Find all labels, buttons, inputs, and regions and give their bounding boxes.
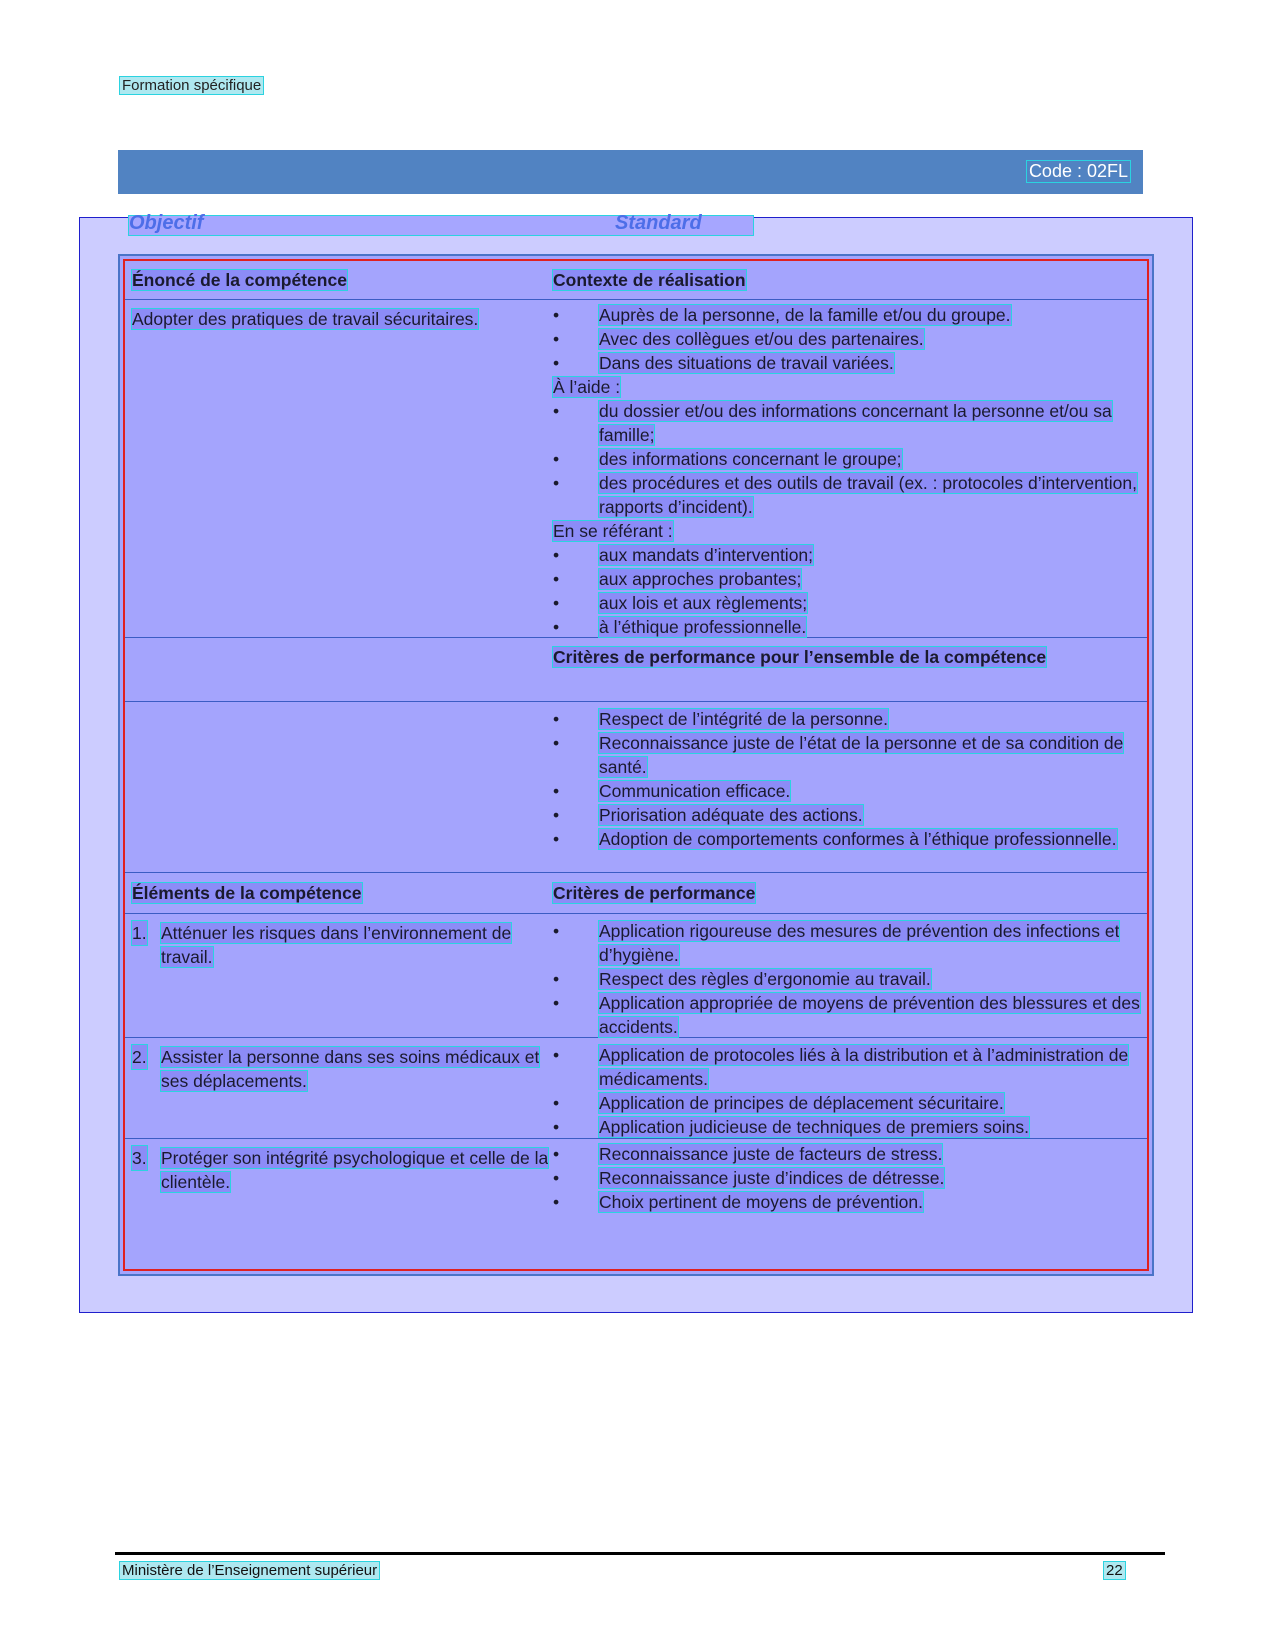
competency-code: Code : 02FL [1026,160,1131,183]
list-item: • Application rigoureuse des mesures de prévention des infections et d’hygiène. [553,919,1141,967]
list-item: • des procédures et des outils de travail (ex. : protocoles d’intervention, rapports d’incident). [553,471,1141,519]
element-item [132,1045,550,1093]
list-item: • aux mandats d’intervention; [553,543,1141,567]
element-number: 2. [132,1047,147,1067]
list-item: • Application appropriée de moyens de prévention des blessures et des accidents. [553,991,1141,1039]
list-item: • Choix pertinent de moyens de prévention. [553,1190,1141,1214]
standard-heading: Standard [615,212,702,234]
element-text: Atténuer les risques dans l’environnement de travail. [161,923,512,967]
criteres-header: Critères de performance [553,883,756,903]
elements-header: Éléments de la compétence [132,883,362,903]
criteres-ensemble-header: Critères de performance pour l’ensemble de la compétence [553,647,1047,667]
list-item: • aux approches probantes; [553,567,1141,591]
section-label: Formation spécifique [119,76,264,95]
list-item: • Adoption de comportements conformes à l’éthique professionnelle. [553,827,1141,851]
list-item: • Application de principes de déplacement sécuritaire. [553,1091,1141,1115]
table-row [125,1138,1147,1220]
column-heading-bar [128,212,754,236]
element-number: 3. [132,1148,147,1168]
element-text: Protéger son intégrité psychologique et celle de la clientèle. [161,1148,549,1192]
footer-divider [115,1552,1165,1555]
table-row [125,637,1147,702]
table-row [125,872,1147,914]
list-item: • aux lois et aux règlements; [553,591,1141,615]
list-intro: À l’aide : [553,377,621,397]
list-item: • Reconnaissance juste d’indices de détresse. [553,1166,1141,1190]
table-row [125,913,1147,1038]
list-item: • Priorisation adéquate des actions. [553,803,1141,827]
element-item [132,1146,550,1194]
contexte-list [553,303,1141,639]
list-item: • Application de protocoles liés à la distribution et à l’administration de médicaments. [553,1043,1141,1091]
list-item: • Reconnaissance juste de l’état de la personne et de sa condition de santé. [553,731,1141,779]
list-item: • Application judicieuse de techniques de premiers soins. [553,1115,1141,1139]
footer-ministry: Ministère de l’Enseignement supérieur [119,1561,380,1580]
element-text: Assister la personne dans ses soins médicaux et ses déplacements. [161,1047,540,1091]
list-item: • Avec des collègues et/ou des partenaires. [553,327,1141,351]
list-item: • Dans des situations de travail variées. [553,351,1141,375]
list-intro: En se référant : [553,521,673,541]
enonce-text: Adopter des pratiques de travail sécuritaires. [132,309,479,329]
list-item: • à l’éthique professionnelle. [553,615,1141,639]
list-item: • Communication efficace. [553,779,1141,803]
list-item: • Auprès de la personne, de la famille et/ou du groupe. [553,303,1141,327]
list-item: • des informations concernant le groupe; [553,447,1141,471]
competency-table [118,254,1154,1276]
element-number: 1. [132,923,147,943]
contexte-header: Contexte de réalisation [553,270,746,290]
enonce-header: Énoncé de la compétence [132,270,347,290]
objective-heading: Objectif [129,212,204,234]
element-item [132,921,550,969]
page-number: 22 [1103,1561,1126,1580]
criteres-ensemble-list [553,707,1141,851]
competency-panel [79,212,1193,1313]
table-row [125,701,1147,873]
list-item: • du dossier et/ou des informations concernant la personne et/ou sa famille; [553,399,1141,447]
table-row [125,1037,1147,1139]
list-item: • Respect des règles d’ergonomie au travail. [553,967,1141,991]
list-item: • Respect de l’intégrité de la personne. [553,707,1141,731]
code-banner [118,150,1143,194]
table-body [123,259,1149,1271]
list-item: • Reconnaissance juste de facteurs de stress. [553,1142,1141,1166]
table-row [125,261,1147,300]
table-row [125,299,1147,638]
